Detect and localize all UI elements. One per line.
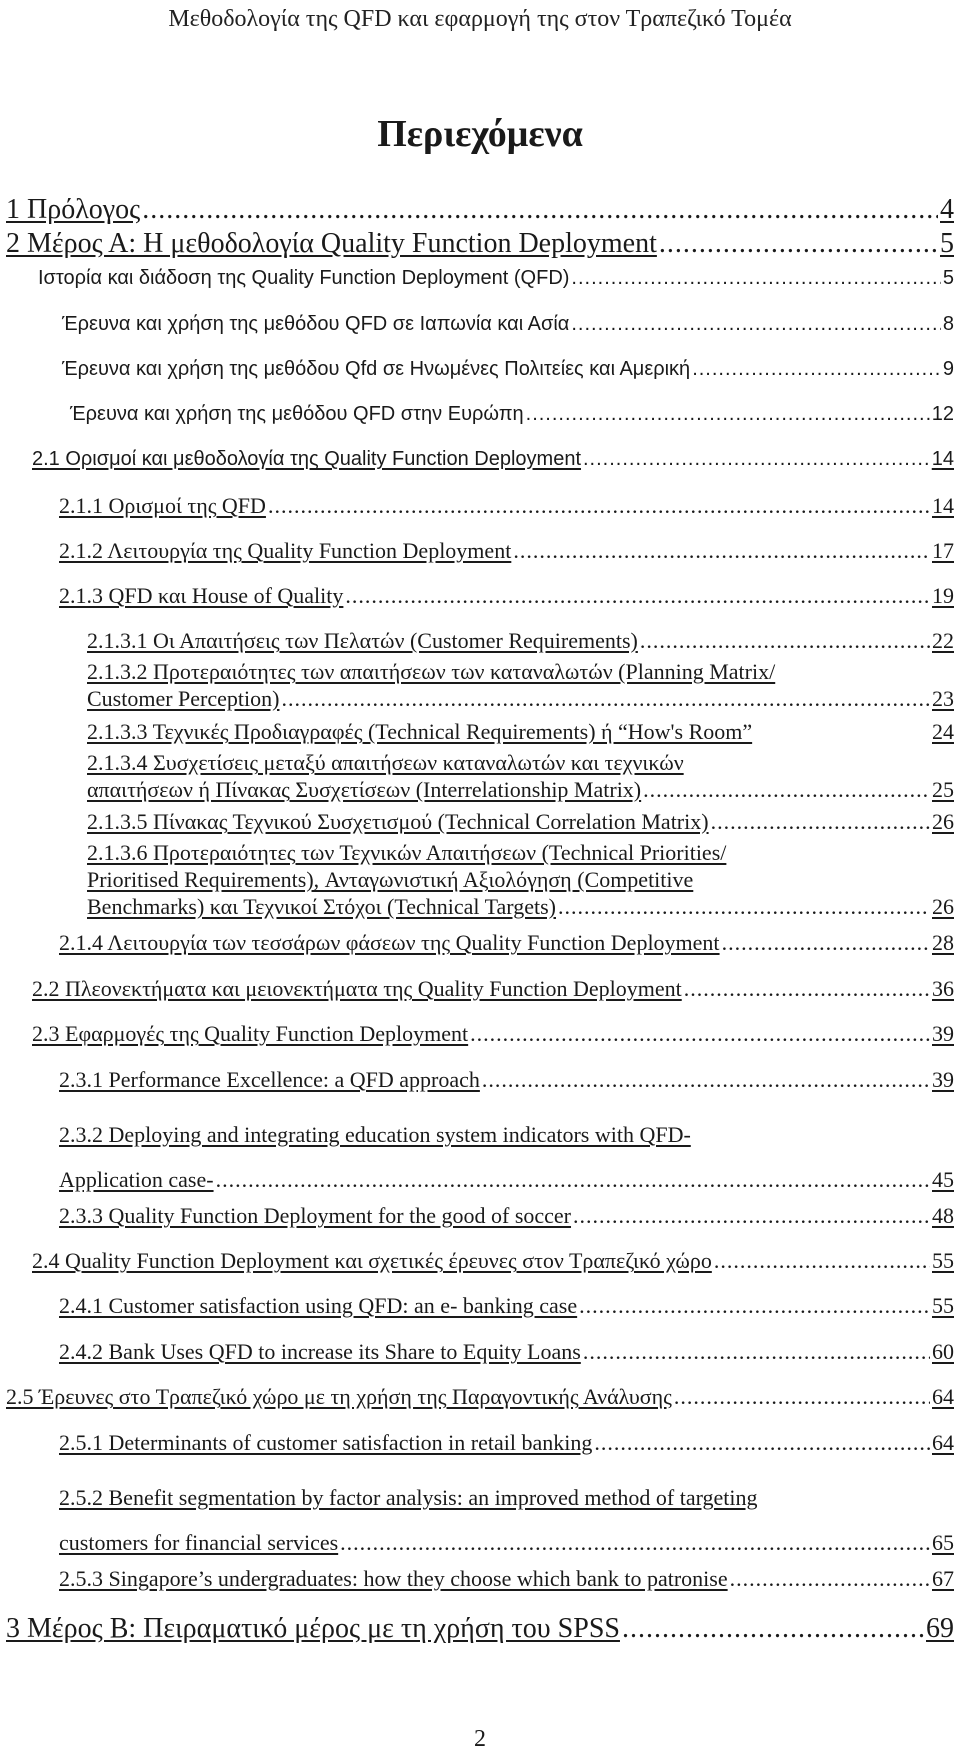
dot-leader: [583, 448, 930, 471]
toc-entry-24[interactable]: [59, 1293, 954, 1319]
toc-entry-13[interactable]: [87, 719, 954, 745]
dot-leader: [470, 1021, 930, 1047]
toc-entry-title: 2.1.3.5 Πίνακας Τεχνικού Συσχετισμού (Technical Correlation Matrix): [87, 809, 709, 834]
toc-entry-title: απαιτήσεων ή Πίνακας Συσχετίσεων (Interrelationship Matrix): [87, 777, 642, 802]
dot-leader: [513, 538, 930, 564]
running-header: Μεθοδολογία της QFD και εφαρμογή της στον Τραπεζικό Τομέα: [168, 6, 792, 32]
dot-leader: [482, 1067, 930, 1093]
dot-leader: [643, 776, 930, 803]
toc-entry-title: 2.1.3.3 Τεχνικές Προδιαγραφές (Technical Requirements) ή “How's Room”: [87, 719, 753, 744]
dot-leader: [722, 930, 930, 956]
dot-leader: [558, 893, 930, 920]
toc-entry-title: 2.2 Πλεονεκτήματα και μειονεκτήματα της Quality Function Deployment: [32, 976, 682, 1001]
toc-entry-23[interactable]: [32, 1248, 954, 1274]
toc-entry-title: 3 Μέρος Β: Πειραματικό μέρος με τη χρήση του SPSS: [6, 1613, 620, 1644]
toc-entry-15[interactable]: [87, 809, 954, 835]
toc-entry-19[interactable]: [32, 1021, 954, 1047]
toc-entry-title: 1 Πρόλογος: [6, 194, 141, 225]
toc-page-number: 60: [932, 1339, 954, 1364]
dot-leader: [692, 358, 941, 381]
dot-leader: [730, 1566, 930, 1592]
toc-entry-title: Ιστορία και διάδοση της Quality Function Deployment (QFD): [38, 267, 570, 289]
toc-page-number: 26: [932, 809, 954, 834]
toc-entry-21[interactable]: [59, 1112, 954, 1202]
toc-entry-22[interactable]: [59, 1203, 954, 1229]
toc-entry-line: 2.3.2 Deploying and integrating education system indicators with QFD-: [59, 1122, 691, 1147]
toc-page-number: 19: [932, 583, 954, 608]
dot-leader: [571, 313, 941, 336]
toc-entry-title: 2.4.1 Customer satisfaction using QFD: an e- banking case: [59, 1293, 578, 1318]
toc-entry-20[interactable]: [59, 1067, 954, 1093]
toc-entry-title: 2.5.1 Determinants of customer satisfaction in retail banking: [59, 1430, 593, 1455]
toc-page-number: 26: [932, 894, 954, 919]
toc-entry-title: Έρευνα και χρήση της μεθόδου QFD σε Ιαπωνία και Ασία: [62, 313, 570, 335]
toc-entry-12[interactable]: [87, 658, 954, 712]
toc-page-number: 39: [932, 1067, 954, 1092]
toc-entry-26[interactable]: [6, 1384, 954, 1410]
toc-entry-18[interactable]: [32, 976, 954, 1002]
toc-page-number: 36: [932, 976, 954, 1001]
toc-entry-8[interactable]: [59, 493, 954, 519]
toc-entry-16[interactable]: [87, 839, 954, 920]
toc-entry-1[interactable]: [6, 194, 954, 226]
toc-entry-6: [70, 403, 954, 426]
toc-entry-4: [62, 313, 954, 336]
toc-page-number: 14: [932, 493, 954, 518]
toc-entry-28[interactable]: [59, 1475, 954, 1565]
toc-page-number: 64: [932, 1430, 954, 1455]
toc-page-number: 9: [942, 358, 954, 380]
toc-entry-10[interactable]: [59, 583, 954, 609]
dot-leader: [674, 1384, 930, 1410]
toc-entry-title: 2.1 Ορισμοί και μεθοδολογία της Quality Function Deployment: [32, 448, 581, 470]
toc-page-number: 48: [932, 1203, 954, 1228]
toc-entry-title: 2.1.2 Λειτουργία της Quality Function Deployment: [59, 538, 512, 563]
toc-entry-line: 2.5.2 Benefit segmentation by factor analysis: an improved method of targeting: [59, 1485, 758, 1510]
toc-page-number: 64: [932, 1384, 954, 1409]
toc-entry-title: 2.4 Quality Function Deployment και σχετικές έρευνες στον Τραπεζικό χώρο: [32, 1248, 712, 1273]
toc-page-number: 67: [932, 1566, 954, 1591]
toc-entry-title: 2.5 Έρευνες στο Τραπεζικό χώρο με τη χρήση της Παραγοντικής Ανάλυσης: [6, 1384, 672, 1409]
dot-leader: [711, 809, 930, 835]
dot-leader: [684, 976, 930, 1002]
toc-entry-title: Benchmarks) και Τεχνικοί Στόχοι (Technical Targets): [87, 894, 556, 919]
toc-page-number: 55: [932, 1248, 954, 1273]
dot-leader: [345, 583, 930, 609]
toc-page-number: 28: [932, 930, 954, 955]
toc-page-number: 12: [931, 403, 954, 425]
dot-leader: [659, 228, 938, 260]
toc-page-number: 45: [932, 1167, 954, 1192]
toc-entry-title: 2.1.1 Ορισμοί της QFD: [59, 493, 266, 518]
toc-entry-14[interactable]: [87, 749, 954, 803]
toc-entry-17[interactable]: [59, 930, 954, 956]
toc-entry-title: Έρευνα και χρήση της μεθόδου QFD στην Ευρώπη: [70, 403, 524, 425]
toc-entry-3: [38, 267, 954, 290]
toc-entry-7[interactable]: [32, 448, 954, 471]
toc-entry-line: Prioritised Requirements), Ανταγωνιστική Αξιολόγηση (Competitive: [87, 867, 694, 892]
toc-entry-title: 2.3.3 Quality Function Deployment for the good of soccer: [59, 1203, 572, 1228]
toc-page-number: 55: [932, 1293, 954, 1318]
toc-entry-11[interactable]: [87, 628, 954, 654]
toc-entry-5: [62, 358, 954, 381]
dot-leader: [583, 1339, 930, 1365]
page-title: Περιεχόμενα: [377, 113, 583, 155]
toc-page-number: 23: [932, 686, 954, 711]
toc-page-number: 69: [926, 1613, 954, 1644]
dot-leader: [268, 493, 930, 519]
dot-leader: [526, 403, 930, 426]
dot-leader: [142, 194, 938, 226]
toc-entry-title: 2 Μέρος Α: Η μεθοδολογία Quality Function Deployment: [6, 228, 657, 259]
toc-page-number: 5: [942, 267, 954, 289]
toc-entry-title: 2.1.4 Λειτουργία των τεσσάρων φάσεων της Quality Function Deployment: [59, 930, 720, 955]
toc-entry-title: 2.1.3.1 Οι Απαιτήσεις των Πελατών (Customer Requirements): [87, 628, 638, 653]
toc-entry-line: 2.1.3.4 Συσχετίσεις μεταξύ απαιτήσεων καταναλωτών και τεχνικών: [87, 750, 684, 775]
toc-entry-2[interactable]: [6, 228, 954, 260]
toc-entry-title: 2.5.3 Singapore’s undergraduates: how they choose which bank to patronise: [59, 1566, 728, 1591]
toc-entry-title: 2.3.1 Performance Excellence: a QFD approach: [59, 1067, 480, 1092]
toc-entry-title: Έρευνα και χρήση της μεθόδου Qfd σε Ηνωμένες Πολιτείες και Αμερική: [62, 358, 691, 380]
toc-page-number: 39: [932, 1021, 954, 1046]
toc-page-number: 4: [940, 194, 954, 225]
toc-entry-title: 2.1.3 QFD και House of Quality: [59, 583, 344, 608]
dot-leader: [594, 1430, 930, 1456]
toc-entry-9[interactable]: [59, 538, 954, 564]
toc-page-number: 14: [931, 448, 954, 470]
dot-leader: [579, 1293, 930, 1319]
toc-page-number: 65: [932, 1530, 954, 1555]
toc-page-number: 5: [940, 228, 954, 259]
toc-entry-title: customers for financial services: [59, 1530, 339, 1555]
toc-page-number: 25: [932, 777, 954, 802]
dot-leader: [216, 1157, 930, 1202]
toc-entry-title: 2.4.2 Bank Uses QFD to increase its Share to Equity Loans: [59, 1339, 581, 1364]
page-number: 2: [474, 1726, 486, 1752]
toc-page-number: 17: [932, 538, 954, 563]
toc-entry-title: Application case-: [59, 1167, 214, 1192]
dot-leader: [622, 1613, 924, 1645]
dot-leader: [571, 267, 940, 290]
dot-leader: [281, 685, 930, 712]
toc-entry-line: 2.1.3.2 Προτεραιότητες των απαιτήσεων των καταναλωτών (Planning Matrix/: [87, 659, 776, 684]
toc-entry-25[interactable]: [59, 1339, 954, 1365]
toc-entry-title: 2.3 Εφαρμογές της Quality Function Deployment: [32, 1021, 469, 1046]
dot-leader: [714, 1248, 930, 1274]
toc-entry-27[interactable]: [59, 1430, 954, 1456]
dot-leader: [340, 1520, 930, 1565]
toc-page-number: 22: [932, 628, 954, 653]
dot-leader: [640, 628, 930, 654]
toc-page-number: 24: [932, 719, 954, 744]
toc-page-number: 8: [942, 313, 954, 335]
toc-entry-29[interactable]: [59, 1566, 954, 1592]
toc-entry-line: 2.1.3.6 Προτεραιότητες των Τεχνικών Απαιτήσεων (Technical Priorities/: [87, 840, 727, 865]
toc-entry-title: Customer Perception): [87, 686, 280, 711]
dot-leader: [573, 1203, 930, 1229]
toc-entry-30[interactable]: [6, 1613, 954, 1645]
